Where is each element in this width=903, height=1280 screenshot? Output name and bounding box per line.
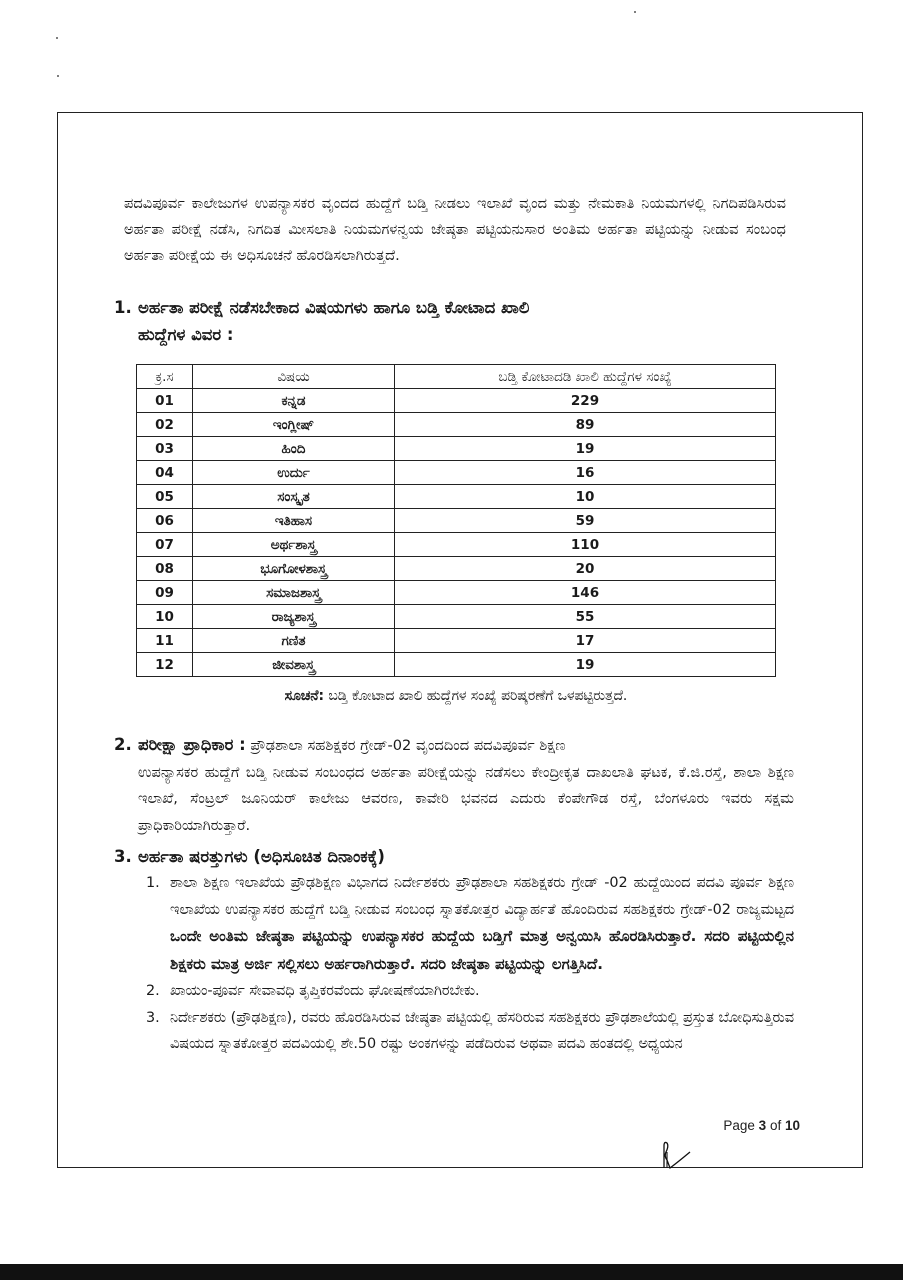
scan-speck — [634, 11, 636, 13]
eligibility-list — [146, 870, 794, 1058]
table-row — [137, 437, 776, 461]
cell-vacancies: 229 — [395, 389, 776, 413]
cell-vacancies: 19 — [395, 653, 776, 677]
cell-subject: ಇತಿಹಾಸ — [193, 509, 395, 533]
table-row — [137, 581, 776, 605]
cell-vacancies: 59 — [395, 509, 776, 533]
list-item-text: ಶಾಲಾ ಶಿಕ್ಷಣ ಇಲಾಖೆಯ ಪ್ರೌಢಶಿಕ್ಷಣ ವಿಭಾಗದ ನಿರ್ದೇಶಕರು ಪ್ರೌಢಶಾಲಾ ಸಹಶಿಕ್ಷಕರು ಗ್ರೇಡ್ -02 ಹುದ್ದೆಯಿಂದ ಪದವಿ ಪೂರ್ವ ಶಿಕ್ಷಣ ಇಲಾಖೆಯ ಉಪನ್ಯಾಸಕರ ಹುದ್ದೆಗೆ ಬಡ್ತಿ ನೀಡುವ ಸಂಬಂಧ ಸ್ನಾತಕೋತ್ತರ ವಿದ್ಯಾರ್ಹತೆ ಹೊಂದಿರುವ ಸಹಶಿಕ್ಷಕರು ಗ್ರೇಡ್-02 ರಾಜ್ಯಮಟ್ಟದ — [170, 875, 794, 918]
cell-serial: 08 — [137, 557, 193, 581]
cell-subject: ಸಂಸ್ಕೃತ — [193, 485, 395, 509]
page-of: of — [769, 1118, 782, 1133]
list-item-text: ಖಾಯಂ-ಪೂರ್ವ ಸೇವಾವಧಿ ತೃಪ್ತಿಕರವೆಂದು ಘೋಷಣೆಯಾಗಿರಬೇಕು. — [170, 983, 480, 999]
cell-vacancies: 17 — [395, 629, 776, 653]
table-row — [137, 629, 776, 653]
vacancy-table — [136, 364, 776, 677]
cell-serial: 10 — [137, 605, 193, 629]
section-1-title: ಅರ್ಹತಾ ಪರೀಕ್ಷೆ ನಡೆಸಬೇಕಾದ ವಿಷಯಗಳು ಹಾಗೂ ಬಡ್ತಿ ಕೋಟಾದ ಖಾಲಿ — [138, 298, 530, 317]
cell-vacancies: 19 — [395, 437, 776, 461]
cell-serial: 01 — [137, 389, 193, 413]
list-item-text: ನಿರ್ದೇಶಕರು (ಪ್ರೌಢಶಿಕ್ಷಣ), ರವರು ಹೊರಡಿಸಿರುವ ಜೇಷ್ಠತಾ ಪಟ್ಟಿಯಲ್ಲಿ ಹೆಸರಿರುವ ಸಹಶಿಕ್ಷಕರು ಪ್ರೌಢಶಾಲೆಯಲ್ಲಿ ಪ್ರಸ್ತುತ ಬೋಧಿಸುತ್ತಿರುವ ವಿಷಯದ ಸ್ನಾತಕೋತ್ತರ ಪದವಿಯಲ್ಲಿ ಶೇ.50 ರಷ್ಟು ಅಂಕಗಳನ್ನು ಪಡೆದಿರುವ ಅಥವಾ ಪದವಿ ಹಂತದಲ್ಲಿ ಅಧ್ಯಯನ — [170, 1009, 794, 1052]
section-1-heading — [114, 294, 794, 348]
cell-subject: ಭೂಗೋಳಶಾಸ್ತ್ರ — [193, 557, 395, 581]
cell-vacancies: 110 — [395, 533, 776, 557]
cell-serial: 04 — [137, 461, 193, 485]
section-3-title: ಅರ್ಹತಾ ಷರತ್ತುಗಳು (ಅಧಿಸೂಚಿತ ದಿನಾಂಕಕ್ಕೆ) — [138, 847, 385, 866]
section-2 — [114, 732, 794, 839]
cell-serial: 05 — [137, 485, 193, 509]
section-1-title-continued: ಹುದ್ದೆಗಳ ವಿವರ : — [138, 325, 234, 344]
table-row — [137, 461, 776, 485]
list-item-number: 2. — [146, 983, 160, 999]
table-row — [137, 557, 776, 581]
cell-subject: ಅರ್ಥಶಾಸ್ತ್ರ — [193, 533, 395, 557]
cell-serial: 11 — [137, 629, 193, 653]
cell-subject: ಗಣಿತ — [193, 629, 395, 653]
table-row — [137, 653, 776, 677]
cell-vacancies: 16 — [395, 461, 776, 485]
cell-subject: ರಾಜ್ಯಶಾಸ್ತ್ರ — [193, 605, 395, 629]
note-text: ಬಡ್ತಿ ಕೋಟಾದ ಖಾಲಿ ಹುದ್ದೆಗಳ ಸಂಖ್ಯೆ ಪರಿಷ್ಕರಣೆಗೆ ಒಳಪಟ್ಟಿರುತ್ತದೆ. — [328, 688, 628, 704]
scan-speck — [57, 75, 59, 77]
cell-subject: ಹಿಂದಿ — [193, 437, 395, 461]
cell-vacancies: 10 — [395, 485, 776, 509]
cell-serial: 02 — [137, 413, 193, 437]
list-item — [146, 870, 794, 978]
cell-vacancies: 55 — [395, 605, 776, 629]
cell-vacancies: 20 — [395, 557, 776, 581]
section-2-title: ಪರೀಕ್ಷಾ ಪ್ರಾಧಿಕಾರ : — [138, 735, 246, 754]
list-item — [146, 1005, 794, 1058]
table-row — [137, 533, 776, 557]
cell-vacancies: 146 — [395, 581, 776, 605]
page-number — [723, 1118, 800, 1133]
cell-subject: ಕನ್ನಡ — [193, 389, 395, 413]
cell-serial: 07 — [137, 533, 193, 557]
cell-subject: ಇಂಗ್ಲೀಷ್ — [193, 413, 395, 437]
list-item-bold-text: ಒಂದೇ ಅಂತಿಮ ಜೇಷ್ಠತಾ ಪಟ್ಟಿಯನ್ನು ಉಪನ್ಯಾಸಕರ ಹುದ್ದೆಯ ಬಡ್ತಿಗೆ ಮಾತ್ರ ಅನ್ವಯಿಸಿ ಹೊರಡಿಸಿರುತ್ತಾರೆ. ಸದರಿ ಪಟ್ಟಿಯಲ್ಲಿನ ಶಿಕ್ಷಕರು ಮಾತ್ರ ಅರ್ಜಿ ಸಲ್ಲಿಸಲು ಅರ್ಹರಾಗಿರುತ್ತಾರೆ. ಸದರಿ ಜೇಷ್ಠತಾ ಪಟ್ಟಿಯನ್ನು ಲಗತ್ತಿಸಿದೆ. — [170, 927, 794, 973]
cell-serial: 06 — [137, 509, 193, 533]
section-3-number: 3. — [114, 847, 132, 866]
section-2-text-first: ಪ್ರೌಢಶಾಲಾ ಸಹಶಿಕ್ಷಕರ ಗ್ರೇಡ್-02 ವೃಂದದಿಂದ ಪದವಿಪೂರ್ವ ಶಿಕ್ಷಣ — [250, 737, 566, 754]
cell-serial: 09 — [137, 581, 193, 605]
list-item-number: 1. — [146, 875, 160, 891]
note-label: ಸೂಚನೆ: — [284, 688, 324, 704]
cell-serial: 03 — [137, 437, 193, 461]
page-current: 3 — [758, 1118, 767, 1133]
section-3-heading — [114, 843, 794, 870]
scan-speck — [56, 37, 58, 39]
table-header-row — [137, 365, 776, 389]
cell-subject: ಜೀವಶಾಸ್ತ್ರ — [193, 653, 395, 677]
signature-icon — [658, 1140, 708, 1170]
section-1-number: 1. — [114, 298, 132, 317]
header-subject: ವಿಷಯ — [193, 365, 395, 389]
cell-serial: 12 — [137, 653, 193, 677]
table-row — [137, 605, 776, 629]
table-note — [136, 688, 776, 704]
cell-subject: ಸಮಾಜಶಾಸ್ತ್ರ — [193, 581, 395, 605]
section-2-text-rest: ಉಪನ್ಯಾಸಕರ ಹುದ್ದೆಗೆ ಬಡ್ತಿ ನೀಡುವ ಸಂಬಂಧದ ಅರ್ಹತಾ ಪರೀಕ್ಷೆಯನ್ನು ನಡೆಸಲು ಕೇಂದ್ರೀಕೃತ ದಾಖಲಾತಿ ಘಟಕ, ಕೆ.ಜಿ.ರಸ್ತೆ, ಶಾಲಾ ಶಿಕ್ಷಣ ಇಲಾಖೆ, ಸೆಂಟ್ರಲ್ ಜೂನಿಯರ್ ಕಾಲೇಜು ಆವರಣ, ಕಾವೇರಿ ಭವನದ ಎದುರು ಕೆಂಪೇಗೌಡ ರಸ್ತೆ, ಬೆಂಗಳೂರು ಇವರು ಸಕ್ಷಮ ಪ್ರಾಧಿಕಾರಿಯಾಗಿರುತ್ತಾರೆ. — [138, 763, 794, 834]
cell-subject: ಉರ್ದು — [193, 461, 395, 485]
section-2-number: 2. — [114, 735, 132, 754]
header-vacancies: ಬಡ್ತಿ ಕೋಟಾದಡಿ ಖಾಲಿ ಹುದ್ದೆಗಳ ಸಂಖ್ಯೆ — [395, 365, 776, 389]
list-item — [146, 978, 794, 1005]
header-serial: ಕ್ರ.ಸ — [137, 365, 193, 389]
scan-bottom-edge — [0, 1264, 903, 1280]
page-total: 10 — [784, 1118, 800, 1133]
intro-paragraph: ಪದವಿಪೂರ್ವ ಕಾಲೇಜುಗಳ ಉಪನ್ಯಾಸಕರ ವೃಂದದ ಹುದ್ದೆಗೆ ಬಡ್ತಿ ನೀಡಲು ಇಲಾಖೆ ವೃಂದ ಮತ್ತು ನೇಮಕಾತಿ ನಿಯಮಗಳಲ್ಲಿ ನಿಗದಿಪಡಿಸಿರುವ ಅರ್ಹತಾ ಪರೀಕ್ಷೆ ನಡೆಸಿ, ನಿಗದಿತ ಮೀಸಲಾತಿ ನಿಯಮಗಳನ್ವಯ ಜೇಷ್ಠತಾ ಪಟ್ಟಿಯನುಸಾರ ಅಂತಿಮ ಅರ್ಹತಾ ಪಟ್ಟಿಯನ್ನು ನೀಡುವ ಸಂಬಂಧ ಅರ್ಹತಾ ಪರೀಕ್ಷೆಯ ಈ ಅಧಿಸೂಚನೆ ಹೊರಡಿಸಲಾಗಿರುತ್ತದೆ. — [124, 194, 786, 264]
table-row — [137, 413, 776, 437]
table-row — [137, 485, 776, 509]
table-row — [137, 509, 776, 533]
cell-vacancies: 89 — [395, 413, 776, 437]
page-prefix: Page — [723, 1118, 755, 1133]
list-item-number: 3. — [146, 1009, 160, 1026]
table-row — [137, 389, 776, 413]
